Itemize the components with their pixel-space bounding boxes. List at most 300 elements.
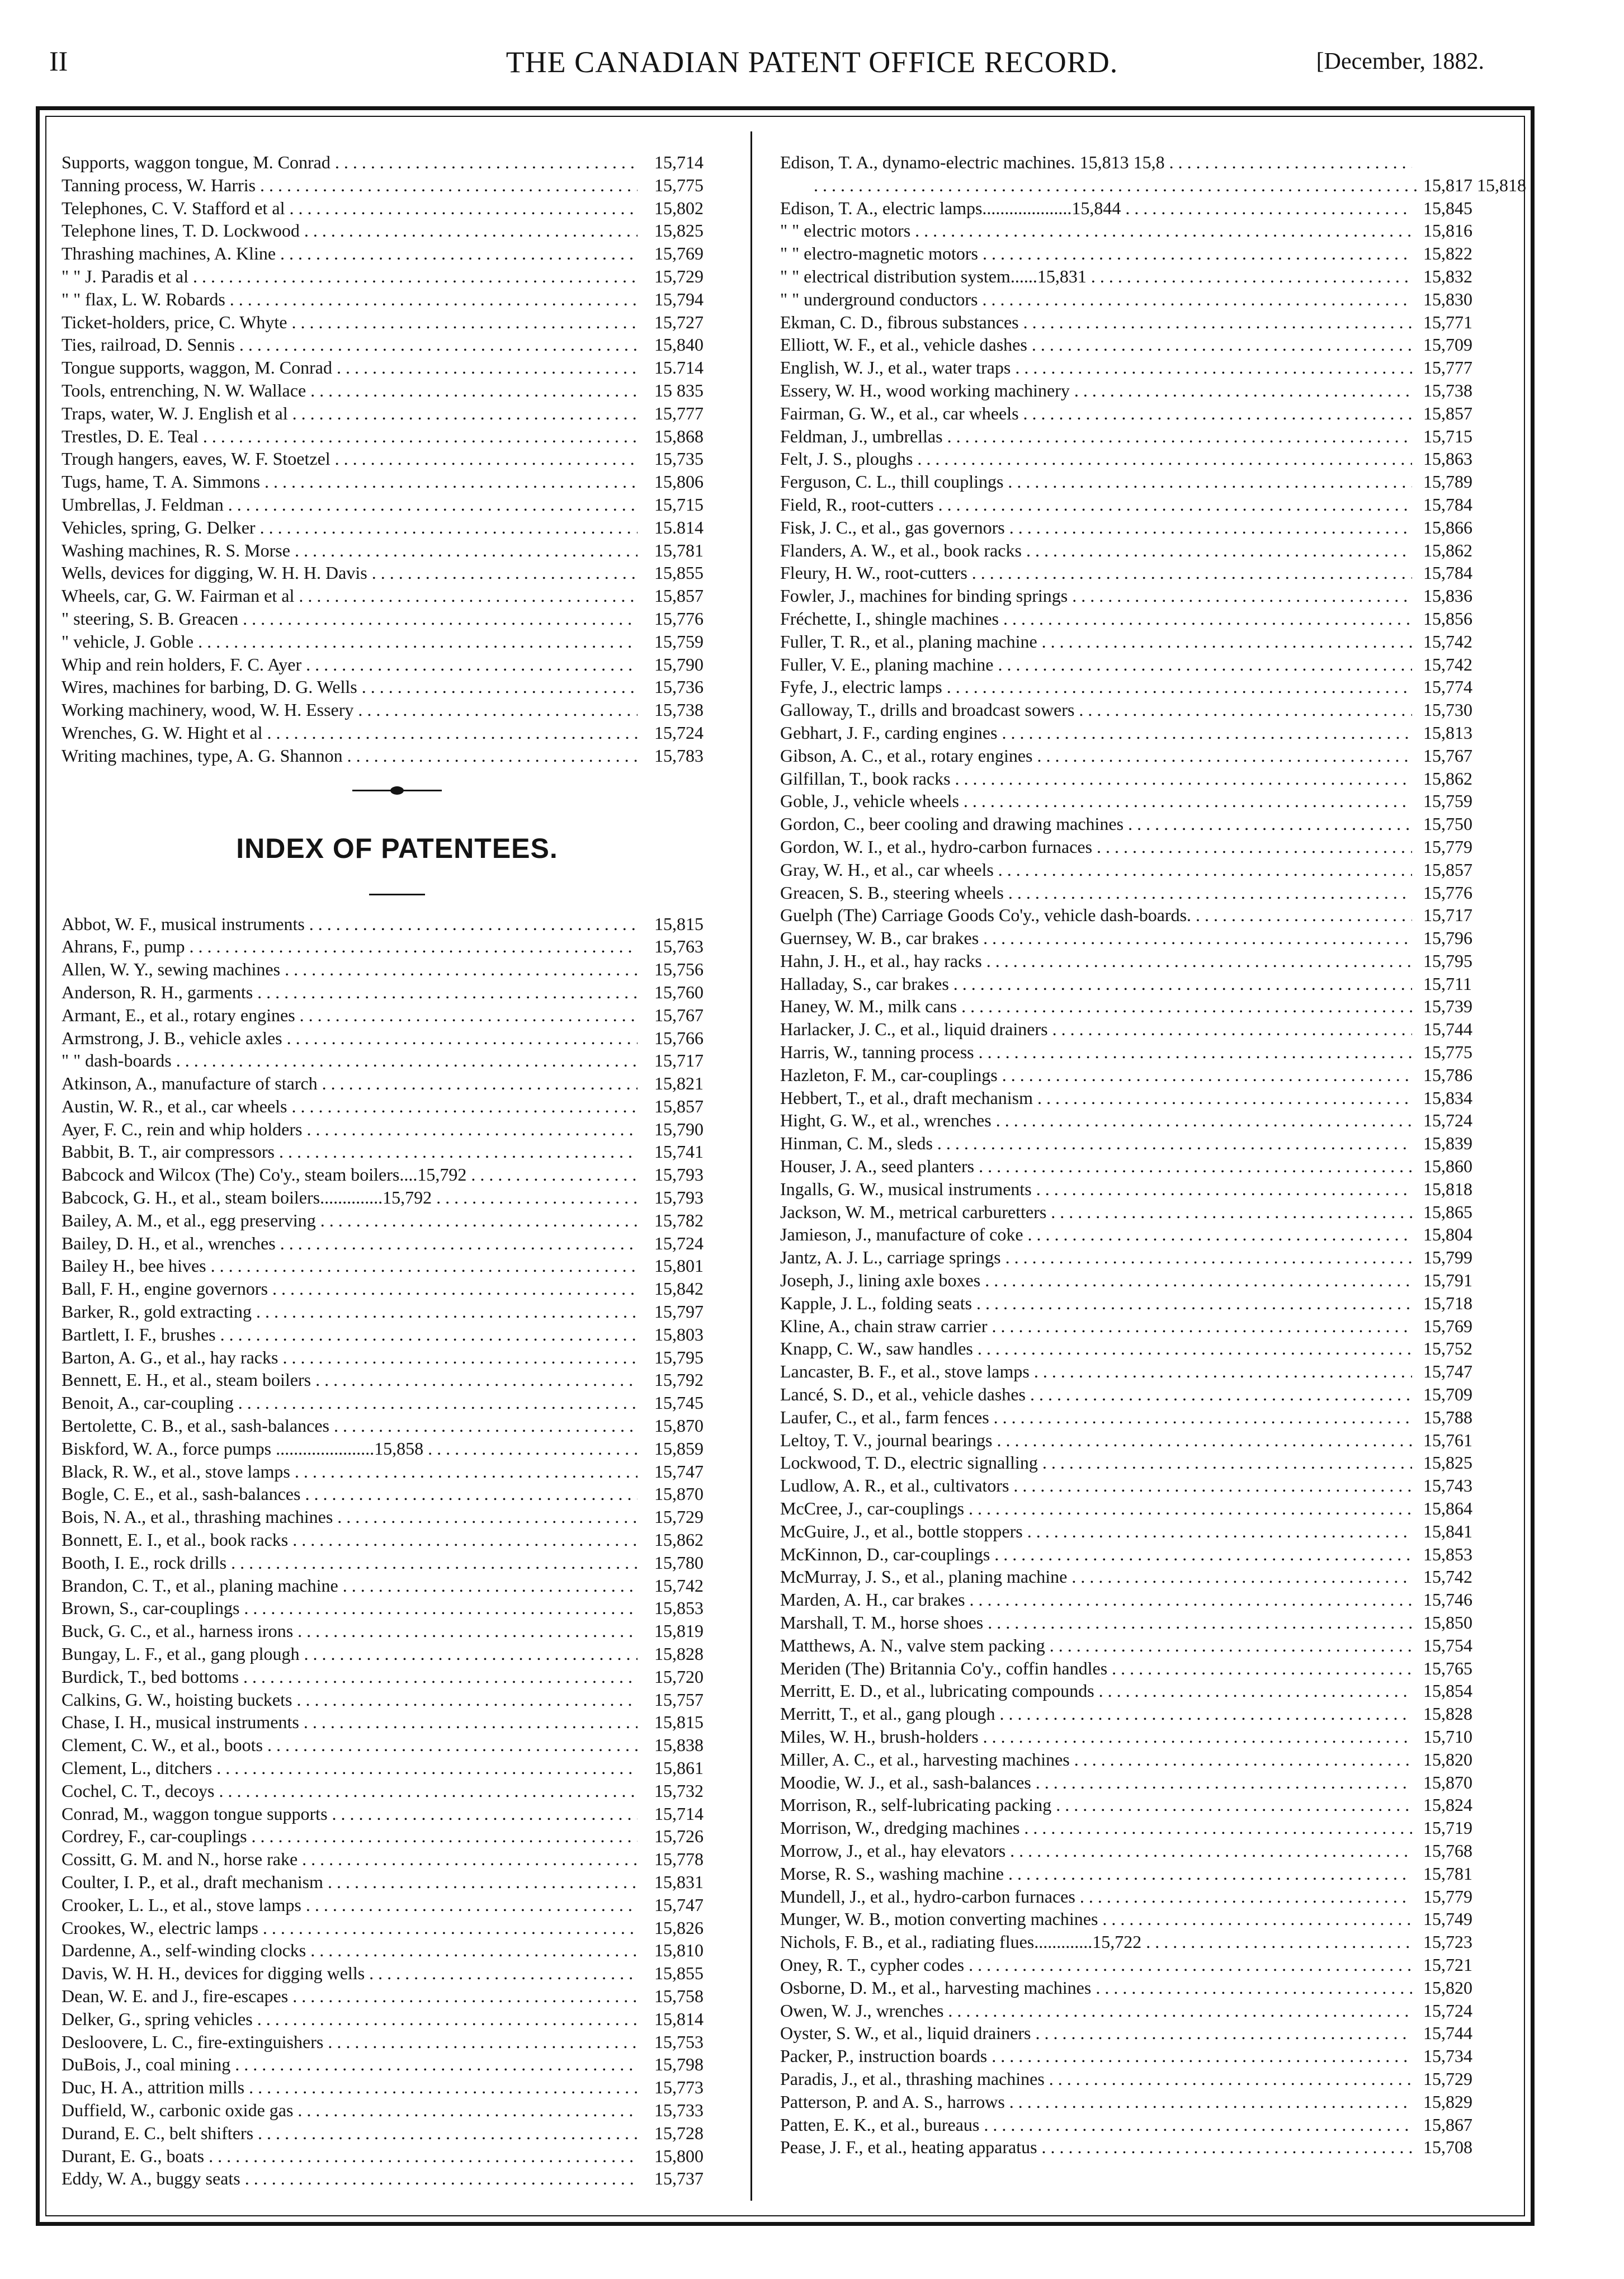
patent-number: 15,778 [654,1849,704,1870]
entry-label: Babcock, G. H., et al., steam boilers..............15,792 . . . [62,1186,638,1209]
index-entry [780,356,1474,379]
entry-label: Delker, G., spring vehicles . . . [62,2008,638,2031]
patent-number: 15,797 [654,1301,704,1322]
patent-number: 15,863 [1423,449,1472,469]
patent-number: 15,822 [1423,243,1472,264]
patent-number: 15,796 [1423,928,1472,949]
index-entry [62,935,755,958]
index-entry [62,1232,755,1255]
index-entry [62,1414,755,1437]
index-entry [62,1095,755,1118]
patent-number: 15,724 [654,722,704,743]
patent-number: 15,853 [1423,1544,1472,1564]
patent-number: 15,792 [654,1370,704,1390]
entry-label: Houser, J. A., seed planters . . . [780,1155,1412,1178]
index-entry [780,1908,1474,1931]
patent-number: 15,870 [1423,1772,1472,1792]
entry-label: Merritt, T., et al., gang plough . . . [780,1702,1412,1725]
patent-number: 15,834 [1423,1087,1472,1108]
patent-number: 15,711 [1423,973,1472,994]
entry-label: Cochel, C. T., decoys . . . [62,1780,638,1803]
index-entry [62,699,755,721]
entry-label: Tanning process, W. Harris . . . [62,174,638,197]
index-entry [62,653,755,676]
index-entry [780,1543,1474,1566]
page-header [0,45,1624,89]
entry-label: Brown, S., car-couplings . . . [62,1597,638,1620]
index-entry [780,1064,1474,1087]
patent-number: 15,708 [1423,2137,1472,2158]
entry-label: Clement, C. W., et al., boots . . . [62,1734,638,1757]
patent-number: 15,759 [1423,791,1472,811]
index-entry [62,1209,755,1232]
patent-number: 15,727 [654,312,704,332]
patent-number: 15,841 [1423,1521,1472,1541]
entry-label: Tongue supports, waggon, M. Conrad . . . [62,356,638,379]
patent-number: 15,741 [654,1141,704,1162]
patent-number: 15,744 [1423,2023,1472,2044]
index-entry [780,1565,1474,1588]
index-entry [780,447,1474,470]
patent-number: 15,798 [654,2054,704,2075]
entry-label: Wrenches, G. W. Hight et al . . . [62,721,638,744]
entry-label: Meriden (The) Britannia Co'y., coffin handles . . . [780,1657,1412,1680]
index-entry [62,1346,755,1369]
index-entry [780,1178,1474,1201]
entry-label: McMurray, J. S., et al., planing machine . . . [780,1565,1412,1588]
patent-number: 15,870 [654,1415,704,1436]
patent-number: 15,765 [1423,1658,1472,1678]
entry-label: Lockwood, T. D., electric signalling . . . [780,1451,1412,1474]
patent-number: 15,738 [1423,380,1472,400]
index-entry [780,607,1474,630]
patent-number: 15,815 [654,913,704,934]
patent-number: 15.814 [654,517,704,537]
patent-number: 15,776 [654,608,704,629]
index-entry [780,379,1474,402]
entry-label: Hahn, J. H., et al., hay racks . . . [780,950,1412,973]
index-entry [780,584,1474,607]
entry-label: Kline, A., chain straw carrier . . . [780,1315,1412,1338]
index-entry [780,1429,1474,1452]
entry-label: Desloovere, L. C., fire-extinguishers . . . [62,2031,638,2054]
index-entry [780,1155,1474,1178]
entry-label: Tools, entrenching, N. W. Wallace . . . [62,379,638,402]
patent-number: 15,854 [1423,1681,1472,1701]
patent-number: 15,804 [1423,1224,1472,1245]
entry-label: Lancaster, B. F., et al., stove lamps . . . [780,1360,1412,1383]
patent-number: 15,810 [654,1940,704,1961]
patent-number: 15,861 [654,1758,704,1778]
patent-number: 15,769 [654,243,704,264]
index-entry [62,470,755,493]
entry-label: Whip and rein holders, F. C. Ayer . . . [62,653,638,676]
index-entry [780,1018,1474,1041]
entry-label: Wells, devices for digging, W. H. H. Davis . . . [62,562,638,584]
index-entry [780,790,1474,813]
entry-label: Umbrellas, J. Feldman . . . [62,493,638,516]
patent-number: 15,783 [654,745,704,766]
entry-label: Calkins, G. W., hoisting buckets . . . [62,1688,638,1711]
index-entry [780,539,1474,562]
entry-label: McCree, J., car-couplings . . . [780,1497,1412,1520]
entry-label: Durand, E. C., belt shifters . . . [62,2122,638,2145]
patent-number: 15,788 [1423,1407,1472,1427]
index-entry [62,1620,755,1643]
patent-number: 15,729 [1423,2068,1472,2089]
index-entry [62,607,755,630]
index-entry [780,288,1474,311]
patent-number: 15,775 [1423,1042,1472,1063]
entry-label [780,174,1418,197]
entry-label: Atkinson, A., manufacture of starch . . . [62,1072,638,1095]
patent-number: 15,743 [1423,1475,1472,1496]
entry-label: Lancé, S. D., et al., vehicle dashes . . . [780,1383,1412,1406]
entry-label: Haney, W. M., milk cans . . . [780,995,1412,1018]
index-entry [62,1300,755,1323]
patent-number: 15,744 [1423,1019,1472,1040]
patent-number: 15,756 [654,959,704,980]
index-entry [780,2136,1474,2159]
entry-label: Bennett, E. H., et al., steam boilers . . . [62,1369,638,1391]
entry-label: Greacen, S. B., steering wheels . . . [780,881,1412,904]
index-entry [780,2068,1474,2091]
index-entry [780,950,1474,973]
patent-number: 15,766 [654,1027,704,1048]
patent-number: 15,825 [654,220,704,241]
index-entry [62,1072,755,1095]
index-entry [780,1679,1474,1702]
index-entry [62,1803,755,1825]
patent-number: 15,825 [1423,1452,1472,1473]
entry-label: Armstrong, J. B., vehicle axles . . . [62,1027,638,1050]
index-entry [780,2045,1474,2068]
patent-number: 15,760 [654,982,704,1002]
index-entry [62,1871,755,1894]
entry-label: Pease, J. F., et al., heating apparatus . . . [780,2136,1412,2159]
index-entry [780,699,1474,721]
index-entry [62,1825,755,1848]
patent-number: 15,799 [1423,1247,1472,1268]
entry-label: Ahrans, F., pump . . . [62,935,638,958]
entry-label: Munger, W. B., motion converting machines . . . [780,1908,1412,1931]
entry-label: Cordrey, F., car-couplings . . . [62,1825,638,1848]
patentee-list-right [780,151,1526,2159]
patent-number: 15,790 [654,1119,704,1139]
patent-number: 15,724 [1423,2000,1472,2021]
index-entry [62,333,755,356]
patent-number: 15,781 [654,540,704,560]
entry-label: Armant, E., et al., rotary engines . . . [62,1004,638,1027]
patent-number: 15,773 [654,2077,704,2098]
entry-label: Matthews, A. N., valve stem packing . . . [780,1634,1412,1657]
index-entry [780,1132,1474,1155]
patent-number: 15,720 [654,1666,704,1687]
entry-label: Ingalls, G. W., musical instruments . . . [780,1178,1412,1201]
entry-label: Trestles, D. E. Teal . . . [62,425,638,448]
entry-label: Crookes, W., electric lamps . . . [62,1917,638,1940]
index-entry [62,539,755,562]
index-entry [780,1725,1474,1748]
index-entry [780,1634,1474,1657]
entry-label: Guelph (The) Carriage Goods Co'y., vehicle dash-boards. . . . [780,904,1412,927]
title-rule [62,879,733,913]
patent-number: 15,818 [1423,1178,1472,1199]
patent-number: 15,715 [1423,426,1472,446]
entry-label: " " J. Paradis et al . . . [62,265,638,288]
entry-label: Laufer, C., et al., farm fences . . . [780,1406,1412,1429]
patent-number: 15,739 [1423,996,1472,1017]
patent-number: 15,820 [1423,1977,1472,1998]
entry-label: Dardenne, A., self-winding clocks . . . [62,1939,638,1962]
entry-label: McKinnon, D., car-couplings . . . [780,1543,1412,1566]
index-entry [62,1894,755,1917]
subject-index-list [62,151,755,767]
patent-number: 15,857 [1423,859,1472,880]
index-entry [62,1757,755,1780]
index-entry [780,219,1474,242]
entry-label: Bonnett, E. I., et al., book racks . . . [62,1528,638,1551]
index-entry [62,1688,755,1711]
index-entry [780,1360,1474,1383]
patent-number: 15,802 [654,197,704,218]
index-entry [62,311,755,334]
patent-number: 15,719 [1423,1818,1472,1838]
index-entry [62,2076,755,2099]
entry-label: " vehicle, J. Goble . . . [62,630,638,653]
entry-label: Mundell, J., et al., hydro-carbon furnaces . . . [780,1885,1412,1908]
patent-number: 15,828 [654,1644,704,1664]
entry-label: Fuller, V. E., planing machine . . . [780,653,1412,676]
entry-label: Moodie, W. J., et al., sash-balances . . . [780,1771,1412,1794]
index-entry [780,973,1474,995]
index-entry [780,333,1474,356]
entry-label: Goble, J., vehicle wheels . . . [780,790,1412,813]
index-entry [62,1985,755,2008]
index-entry [780,2113,1474,2136]
patent-number: 15,776 [1423,882,1472,903]
entry-label: Benoit, A., car-coupling . . . [62,1391,638,1414]
index-entry [780,562,1474,584]
patent-number: 15,821 [654,1073,704,1094]
patent-number: 15,729 [654,1507,704,1527]
index-entry [62,1369,755,1391]
patent-number: 15,806 [654,471,704,492]
index-entry [62,1118,755,1141]
patent-number: 15,857 [654,1096,704,1116]
index-entry [780,1885,1474,1908]
index-entry [62,1460,755,1483]
index-entry [780,995,1474,1018]
entry-label: Harlacker, J. C., et al., liquid drainers . . . [780,1018,1412,1041]
entry-label: Wires, machines for barbing, D. G. Wells . . . [62,676,638,699]
patent-number: 15,862 [654,1530,704,1550]
entry-label: Gray, W. H., et al., car wheels . . . [780,858,1412,881]
entry-label: Hebbert, T., et al., draft mechanism . . . [780,1087,1412,1110]
patent-number: 15,769 [1423,1315,1472,1336]
entry-label: Essery, W. H., wood working machinery . . . [780,379,1412,402]
patent-number: 15,753 [654,2031,704,2052]
index-entry [780,1201,1474,1224]
entry-label: Fowler, J., machines for binding springs . . . [780,584,1412,607]
entry-label: " " electric motors . . . [780,219,1412,242]
entry-label: Writing machines, type, A. G. Shannon . . . [62,744,638,767]
entry-label: Brandon, C. T., et al., planing machine . . . [62,1574,638,1597]
entry-label: Telephones, C. V. Stafford et al . . . [62,197,638,220]
patent-number: 15,759 [654,631,704,652]
entry-label: Babcock and Wilcox (The) Co'y., steam boilers....15,792 . . . [62,1163,638,1186]
entry-label: " " electrical distribution system......15,831 . . . [780,265,1412,288]
patent-number: 15,715 [654,494,704,515]
index-entry [780,1862,1474,1885]
entry-label: Paradis, J., et al., thrashing machines . . . [780,2068,1412,2091]
index-entry [780,1999,1474,2022]
patent-number: 15,784 [1423,494,1472,515]
entry-label: Field, R., root-cutters . . . [780,493,1412,516]
patent-number: 15,709 [1423,1384,1472,1405]
patent-number: 15,856 [1423,608,1472,629]
index-entry [62,2008,755,2031]
index-entry [780,1246,1474,1269]
patent-number: 15,816 [1423,220,1472,241]
patent-number: 15,745 [654,1393,704,1413]
entry-label: Black, R. W., et al., stove lamps . . . [62,1460,638,1483]
entry-label: Supports, waggon tongue, M. Conrad . . . [62,151,638,174]
entry-label: Feldman, J., umbrellas . . . [780,425,1412,448]
index-entry [62,1643,755,1665]
patent-number: 15,866 [1423,517,1472,537]
entry-label: Elliott, W. F., et al., vehicle dashes . . . [780,333,1412,356]
patent-number: 15,782 [654,1210,704,1230]
entry-label: Ferguson, C. L., thill couplings . . . [780,470,1412,493]
patent-number: 15 835 [654,380,704,400]
index-entry [62,174,755,197]
index-entry [62,1004,755,1027]
entry-label: Marden, A. H., car brakes . . . [780,1588,1412,1611]
index-entry [780,1816,1474,1839]
entry-label: Galloway, T., drills and broadcast sowers . . . [780,699,1412,721]
entry-label: Joseph, J., lining axle boxes . . . [780,1269,1412,1292]
patent-number: 15,862 [1423,540,1472,560]
index-entry [780,1497,1474,1520]
index-entry [62,2053,755,2076]
index-entry [780,1315,1474,1338]
patent-number: 15,714 [654,1803,704,1824]
entry-label: Morrow, J., et al., hay elevators . . . [780,1839,1412,1862]
index-entry [62,1277,755,1300]
index-entry [780,1611,1474,1634]
index-entry [62,1140,755,1163]
index-title: INDEX OF PATENTEES. [236,832,558,864]
index-entry [780,2091,1474,2113]
entry-label: Patten, E. K., et al., bureaus . . . [780,2113,1412,2136]
patent-number: 15,767 [1423,745,1472,766]
entry-label: Fyfe, J., electric lamps . . . [780,676,1412,699]
index-entry [62,1597,755,1620]
entry-label: Guernsey, W. B., car brakes . . . [780,927,1412,950]
entry-label: Morse, R. S., washing machine . . . [780,1862,1412,1885]
patent-number: 15,840 [654,334,704,355]
entry-label: Cossitt, G. M. and N., horse rake . . . [62,1848,638,1871]
entry-label: Tugs, hame, T. A. Simmons . . . [62,470,638,493]
entry-label: Ticket-holders, price, C. Whyte . . . [62,311,638,334]
entry-label: English, W. J., et al., water traps . . . [780,356,1412,379]
page-number: II [49,45,68,77]
index-entry [780,1771,1474,1794]
entry-label: Patterson, P. and A. S., harrows . . . [780,2091,1412,2113]
patent-number: 15,709 [1423,334,1472,355]
index-entry [780,516,1474,539]
index-entry [780,311,1474,334]
entry-label: Coulter, I. P., et al., draft mechanism . . . [62,1871,638,1894]
patent-number: 15,842 [654,1278,704,1299]
patent-number: 15,774 [1423,677,1472,697]
entry-label: Bogle, C. E., et al., sash-balances . . . [62,1483,638,1506]
entry-label: Nichols, F. B., et al., radiating flues.............15,722 . . . [780,1931,1412,1954]
entry-label: Jantz, A. J. L., carriage springs . . . [780,1246,1412,1269]
patent-number: 15,865 [1423,1201,1472,1222]
entry-label: Flanders, A. W., et al., book racks . . . [780,539,1412,562]
index-entry [62,981,755,1004]
index-entry [780,1748,1474,1771]
patent-number: 15,786 [1423,1064,1472,1085]
patent-number: 15,714 [654,152,704,172]
entry-label: Fairman, G. W., et al., car wheels . . . [780,402,1412,425]
patent-number: 15,737 [654,2168,704,2189]
index-entry [62,584,755,607]
entry-label: Edison, T. A., electric lamps....................15,844 . . . [780,197,1412,220]
index-entry [780,653,1474,676]
entry-label: Bertolette, C. B., et al., sash-balances . . . [62,1414,638,1437]
patent-number: 15,779 [1423,1886,1472,1907]
patent-number: 15,820 [1423,1749,1472,1770]
entry-label: Marshall, T. M., horse shoes . . . [780,1611,1412,1634]
index-entry [780,174,1526,197]
entry-label: Gordon, C., beer cooling and drawing machines . . . [780,813,1412,836]
entry-label: Fréchette, I., shingle machines . . . [780,607,1412,630]
index-entry [62,2145,755,2168]
entry-label: Morrison, R., self-lubricating packing . . . [780,1794,1412,1816]
patent-number: 15,864 [1423,1498,1472,1519]
entry-label: Merritt, E. D., et al., lubricating compounds . . . [780,1679,1412,1702]
index-entry [62,242,755,265]
patent-number: 15,779 [1423,836,1472,857]
entry-label: Davis, W. H. H., devices for digging wells . . . [62,1962,638,1985]
patent-number: 15,742 [1423,631,1472,652]
index-entry [780,630,1474,653]
entry-label: Ekman, C. D., fibrous substances . . . [780,311,1412,334]
entry-label: " " underground conductors . . . [780,288,1412,311]
index-entry [62,2031,755,2054]
entry-label: Biskford, W. A., force pumps ......................15,858 . . . [62,1437,638,1460]
index-entry [780,813,1474,836]
entry-label: Booth, I. E., rock drills . . . [62,1551,638,1574]
patent-number: 15,771 [1423,312,1472,332]
patent-number: 15,724 [654,1233,704,1253]
patent-number: 15,717 [1423,905,1472,926]
patent-number: 15,747 [654,1894,704,1915]
patent-number: 15,850 [1423,1612,1472,1632]
patent-number: 15,777 [1423,357,1472,378]
patent-number: 15,724 [1423,1110,1472,1131]
patent-number: 15,860 [1423,1156,1472,1177]
index-entry [62,1848,755,1871]
patent-number: 15,781 [1423,1863,1472,1884]
patent-number: 15,733 [654,2099,704,2120]
entry-label: Working machinery, wood, W. H. Essery . . . [62,699,638,721]
patent-number: 15,868 [654,426,704,446]
patent-number: 15,747 [654,1461,704,1481]
